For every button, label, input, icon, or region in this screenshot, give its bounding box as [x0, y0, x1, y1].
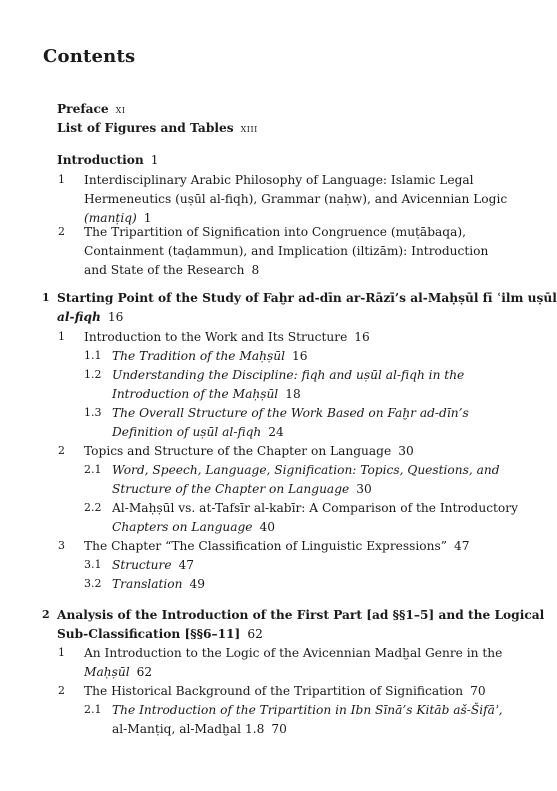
- toc-entry-2-1-cont: [84, 662, 152, 682]
- page-number: 70: [470, 684, 486, 698]
- subsection-number: 1.2: [84, 368, 102, 381]
- entry-label: Interdisciplinary Arabic Philosophy of Language: Islamic Legal: [84, 173, 474, 187]
- toc-entry-1-2-2[interactable]: [112, 498, 518, 518]
- entry-label: The Tripartition of Signification into Congruence (muṭābaqa),: [84, 225, 466, 239]
- entry-label: Al-Maḥṣūl vs. at-Tafsīr al-kabīr: A Comparison of the Introductory: [112, 501, 518, 515]
- toc-entry-2-1[interactable]: [84, 643, 502, 663]
- page-number: 70: [271, 722, 287, 736]
- toc-entry-1-1-2-cont: [112, 384, 301, 404]
- entry-label: Introduction to the Work and Its Structure: [84, 330, 348, 344]
- entry-label-cont: Introduction of the Maḥṣūl: [112, 387, 279, 401]
- subsection-number: 1.3: [84, 406, 102, 419]
- section-number: 1: [58, 330, 65, 343]
- toc-entry-1-1-3[interactable]: [112, 403, 469, 423]
- toc-entry-1-1[interactable]: [84, 327, 370, 347]
- chapter-title-cont: al-fiqh: [57, 310, 101, 324]
- entry-label: Preface: [57, 102, 109, 116]
- chapter-number: 2: [42, 608, 50, 621]
- page-number: 8: [251, 263, 260, 277]
- subsection-number: 2.1: [84, 703, 102, 716]
- toc-entry-2-2-1-cont: [112, 719, 287, 739]
- entry-label: List of Figures and Tables: [57, 121, 234, 135]
- entry-label-cont: Chapters on Language: [112, 520, 253, 534]
- entry-label: Topics and Structure of the Chapter on Language: [84, 444, 392, 458]
- entry-label: Introduction: [57, 153, 144, 167]
- toc-entry-intro-2-end: [84, 260, 259, 280]
- page-number: 62: [136, 665, 153, 679]
- subsection-number: 3.2: [84, 577, 102, 590]
- page-number: 47: [178, 558, 195, 572]
- toc-entry-1-2-1-cont: [112, 479, 372, 499]
- subsection-number: 2.1: [84, 463, 102, 476]
- toc-entry-chapter-2[interactable]: [57, 605, 544, 625]
- page-number: 1: [150, 153, 159, 167]
- entry-label: The Chapter “The Classification of Linguistic Expressions”: [84, 539, 447, 553]
- section-number: 3: [58, 539, 65, 552]
- entry-label-cont: (manṭiq): [84, 211, 137, 225]
- section-number: 1: [58, 173, 65, 186]
- toc-entry-1-2[interactable]: [84, 441, 414, 461]
- page-number: 62: [247, 627, 263, 641]
- entry-label-cont: Containment (taḍammun), and Implication (iltizām): Introduction: [84, 244, 489, 258]
- subsection-number: 1.1: [84, 349, 102, 362]
- entry-label-cont: Hermeneutics (uṣūl al-fiqh), Grammar (naḥw), and Avicennian Logic: [84, 192, 508, 206]
- toc-entry-1-3[interactable]: [84, 536, 469, 556]
- page-number: 16: [292, 349, 308, 363]
- page-number: 40: [259, 520, 276, 534]
- chapter-title: Analysis of the Introduction of the First Part [ad §§1–5] and the Logical: [57, 608, 545, 622]
- page-number: 16: [107, 310, 124, 324]
- toc-entry-1-1-3-cont: [112, 422, 284, 442]
- entry-label: The Historical Background of the Tripartition of Signification: [84, 684, 464, 698]
- entry-label: Translation: [112, 577, 183, 591]
- toc-entry-1-3-1[interactable]: [112, 555, 194, 575]
- page-number: 30: [398, 444, 414, 458]
- section-number: 1: [58, 646, 65, 659]
- toc-entry-1-3-2[interactable]: [112, 574, 205, 594]
- page-number: 30: [356, 482, 372, 496]
- toc-entry-introduction[interactable]: [57, 150, 159, 170]
- toc-entry-intro-1[interactable]: [84, 170, 474, 190]
- entry-label: The Tradition of the Maḥṣūl: [112, 349, 285, 363]
- entry-label: Word, Speech, Language, Signification: Topics, Questions, and: [112, 463, 500, 477]
- chapter-title: Starting Point of the Study of Faḫr ad-dīn ar-Rāzī’s al-Maḥṣūl fī ʿilm uṣūl: [57, 291, 557, 305]
- toc-entry-1-2-1[interactable]: [112, 460, 500, 480]
- entry-label-cont: al-Manṭiq, al-Madḫal 1.8: [112, 722, 265, 736]
- page-title: Contents: [43, 46, 136, 67]
- entry-label: Understanding the Discipline: fiqh and uṣūl al-fiqh in the: [112, 368, 465, 382]
- toc-entry-figures[interactable]: [57, 118, 258, 139]
- entry-label-cont: Definition of uṣūl al-fiqh: [112, 425, 262, 439]
- toc-entry-intro-1-cont: [84, 189, 507, 209]
- section-number: 2: [58, 225, 65, 238]
- page-number: xiii: [240, 122, 258, 135]
- toc-entry-chapter-2-cont: [57, 624, 263, 644]
- toc-entry-1-1-2[interactable]: [112, 365, 464, 385]
- page-number: 49: [189, 577, 205, 591]
- subsection-number: 2.2: [84, 501, 102, 514]
- chapter-number: 1: [42, 291, 50, 304]
- page-number: 47: [453, 539, 470, 553]
- page-number: xi: [115, 103, 126, 116]
- entry-label: The Overall Structure of the Work Based on Faḫr ad-dīn’s: [112, 406, 469, 420]
- entry-label-cont: Structure of the Chapter on Language: [112, 482, 350, 496]
- toc-entry-chapter-1[interactable]: [57, 288, 557, 308]
- page-number: 18: [285, 387, 301, 401]
- section-number: 2: [58, 684, 65, 697]
- toc-entry-chapter-1-cont: [57, 307, 123, 327]
- page-number: 1: [143, 211, 152, 225]
- toc-entry-1-1-1[interactable]: [112, 346, 308, 366]
- toc-entry-intro-2[interactable]: [84, 222, 466, 242]
- toc-entry-intro-2-cont: [84, 241, 488, 261]
- chapter-title-cont: Sub-Classification [§§6–11]: [57, 627, 241, 641]
- entry-label-cont: and State of the Research: [84, 263, 245, 277]
- entry-label: The Introduction of the Tripartition in Ibn Sīnā’s Kitāb aš-Šifāʾ,: [112, 703, 503, 717]
- page-number: 16: [354, 330, 370, 344]
- toc-entry-2-2-1[interactable]: [112, 700, 503, 720]
- entry-label: Structure: [112, 558, 172, 572]
- page-number: 24: [268, 425, 284, 439]
- entry-label: An Introduction to the Logic of the Avicennian Madḫal Genre in the: [84, 646, 503, 660]
- section-number: 2: [58, 444, 65, 457]
- toc-entry-1-2-2-cont: [112, 517, 275, 537]
- toc-entry-2-2[interactable]: [84, 681, 486, 701]
- subsection-number: 3.1: [84, 558, 102, 571]
- entry-label-cont: Maḥṣūl: [84, 665, 130, 679]
- toc-entry-preface[interactable]: [57, 99, 126, 120]
